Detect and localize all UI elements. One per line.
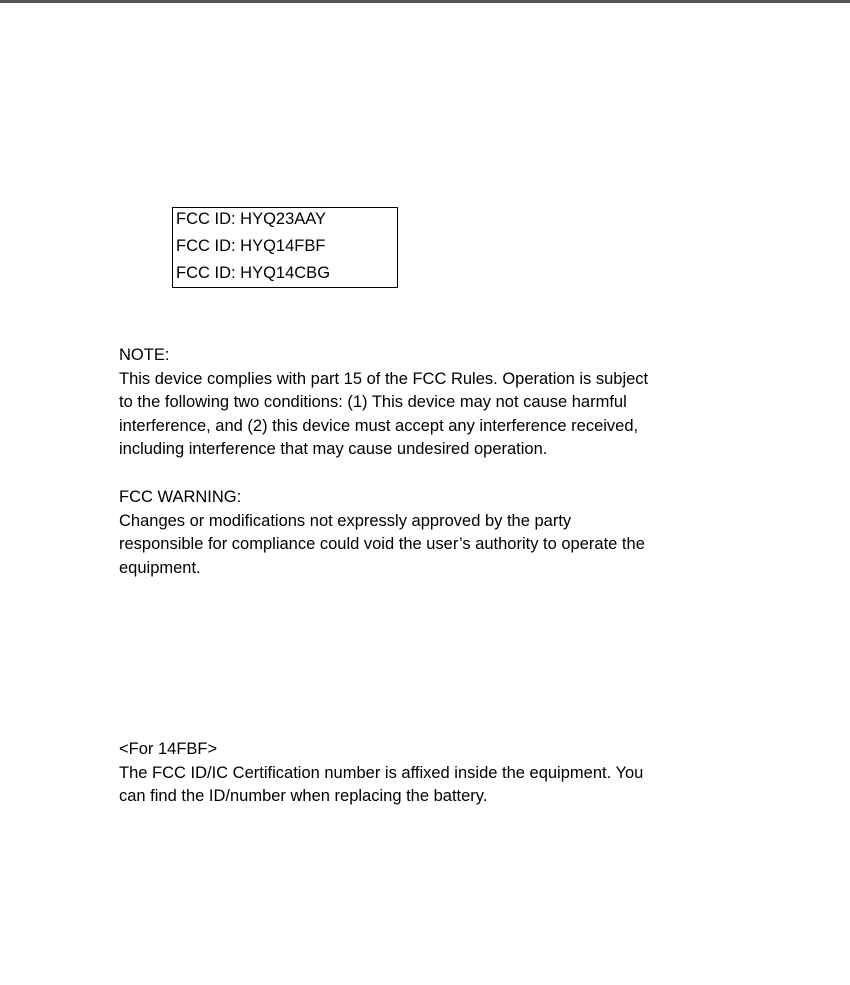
fcc-warning-section [119, 486, 759, 580]
for-14fbf-section [119, 738, 759, 809]
note-text-line: to the following two conditions: (1) This device may not cause harmful [119, 393, 627, 412]
top-border-rule [0, 0, 850, 3]
note-text-line: This device complies with part 15 of the FCC Rules. Operation is subject [119, 369, 649, 388]
warning-text-line: responsible for compliance could void the user’s authority to operate the [119, 535, 645, 554]
note-heading: NOTE: [119, 346, 170, 364]
warning-text-line: Changes or modifications not expressly approved by the party [119, 511, 572, 530]
for-14fbf-text-line: can find the ID/number when replacing the battery. [119, 787, 488, 806]
fcc-id-line: FCC ID: HYQ14FBF [176, 237, 326, 255]
fcc-id-line: FCC ID: HYQ14CBG [176, 264, 331, 282]
note-text-line: including interference that may cause undesired operation. [119, 440, 548, 459]
note-section [119, 344, 759, 462]
warning-text-line: equipment. [119, 558, 201, 577]
warning-heading: FCC WARNING: [119, 488, 242, 506]
fcc-id-label-box [172, 207, 398, 288]
fcc-id-line: FCC ID: HYQ23AAY [176, 210, 327, 228]
for-14fbf-heading: <For 14FBF> [119, 740, 218, 758]
note-text-line: interference, and (2) this device must accept any interference received, [119, 416, 639, 435]
for-14fbf-text-line: The FCC ID/IC Certification number is affixed inside the equipment. You [119, 763, 644, 782]
